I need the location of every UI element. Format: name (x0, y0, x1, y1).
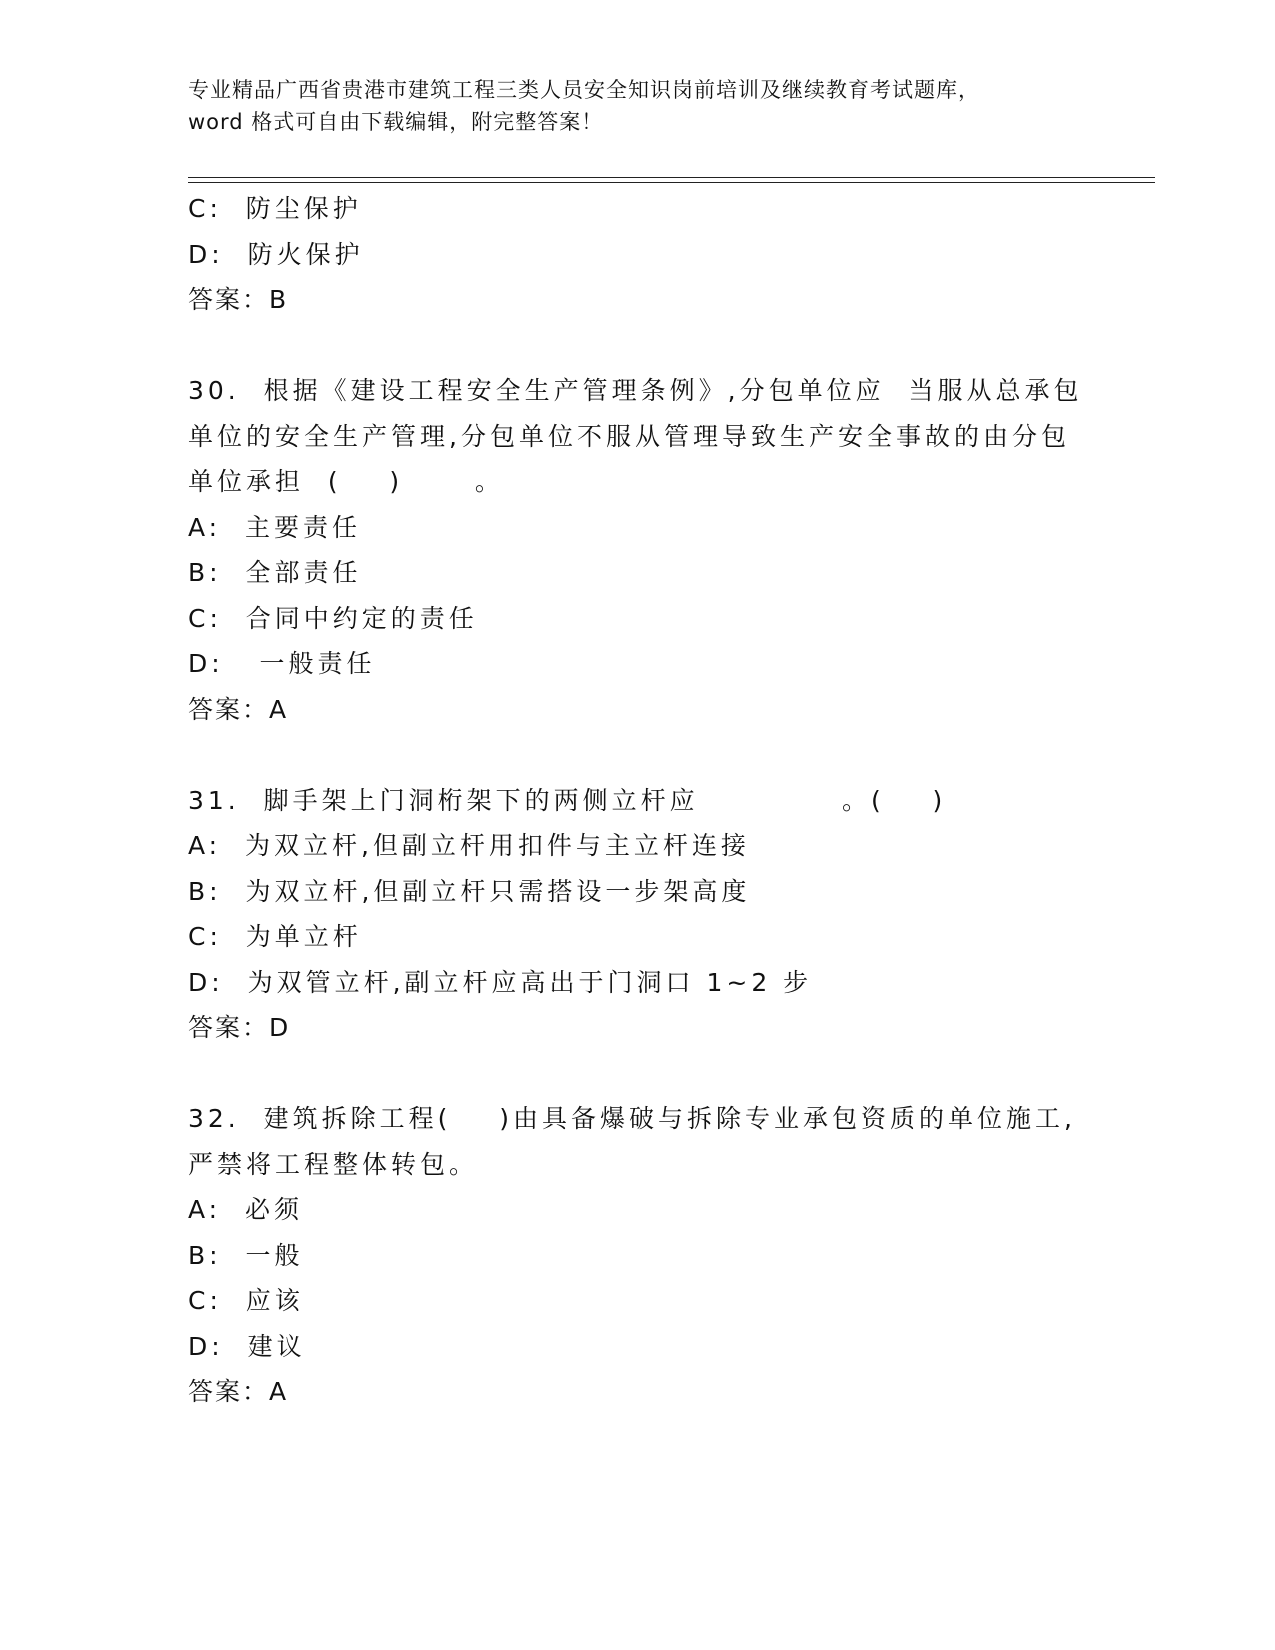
option-c: C: 应该 (188, 1286, 304, 1315)
answer-label: 答案：B (188, 285, 289, 314)
question-stem-line: 32. 建筑拆除工程( )由具备爆破与拆除专业承包资质的单位施工, (188, 1104, 1076, 1133)
question-stem-line: 单位承担 ( ) 。 (188, 467, 504, 496)
question-stem-line: 30. 根据《建设工程安全生产管理条例》,分包单位应 当服从总承包 (188, 376, 1083, 405)
spacer (188, 732, 1088, 778)
question-list (188, 186, 1088, 1415)
spacer (188, 1051, 1088, 1097)
answer-label: 答案：A (188, 694, 289, 724)
option-d: D: 防火保护 (188, 239, 364, 269)
question-stem-line: 严禁将工程整体转包。 (188, 1149, 479, 1179)
question-32 (188, 1096, 1088, 1415)
header-title-line-2: word 格式可自由下载编辑，附完整答案！ (188, 110, 604, 134)
option-c: C: 防尘保护 (188, 194, 362, 223)
option-d: D: 建议 (188, 1331, 306, 1361)
document-header (188, 74, 1088, 138)
option-d: D: 一般责任 (188, 649, 376, 678)
option-d: D: 为双管立杆,副立杆应高出于门洞口 1~2 步 (188, 967, 813, 997)
question-30 (188, 368, 1088, 732)
option-b: B: 一般 (188, 1240, 304, 1270)
question-stem-line: 31. 脚手架上门洞桁架下的两侧立杆应 。( ) (188, 785, 947, 815)
question-stem-line: 单位的安全生产管理,分包单位不服从管理导致生产安全事故的由分包 (188, 421, 1070, 451)
question-31 (188, 778, 1088, 1051)
option-b: B: 为双立杆,但副立杆只需搭设一步架高度 (188, 876, 751, 906)
header-title-line-1: 专业精品广西省贵港市建筑工程三类人员安全知识岗前培训及继续教育考试题库， (188, 78, 980, 102)
option-c: C: 为单立杆 (188, 922, 362, 951)
option-b: B: 全部责任 (188, 558, 362, 587)
header-rule-top (188, 177, 1155, 178)
option-c: C: 合同中约定的责任 (188, 603, 478, 633)
answer-label: 答案：A (188, 1377, 289, 1406)
option-a: A: 必须 (188, 1195, 303, 1224)
question-29-tail (188, 186, 1088, 323)
option-a: A: 为双立杆,但副立杆用扣件与主立杆连接 (188, 831, 750, 860)
option-a: A: 主要责任 (188, 512, 361, 542)
spacer (188, 323, 1088, 369)
header-rule-bottom (188, 182, 1155, 183)
answer-label: 答案：D (188, 1013, 291, 1042)
